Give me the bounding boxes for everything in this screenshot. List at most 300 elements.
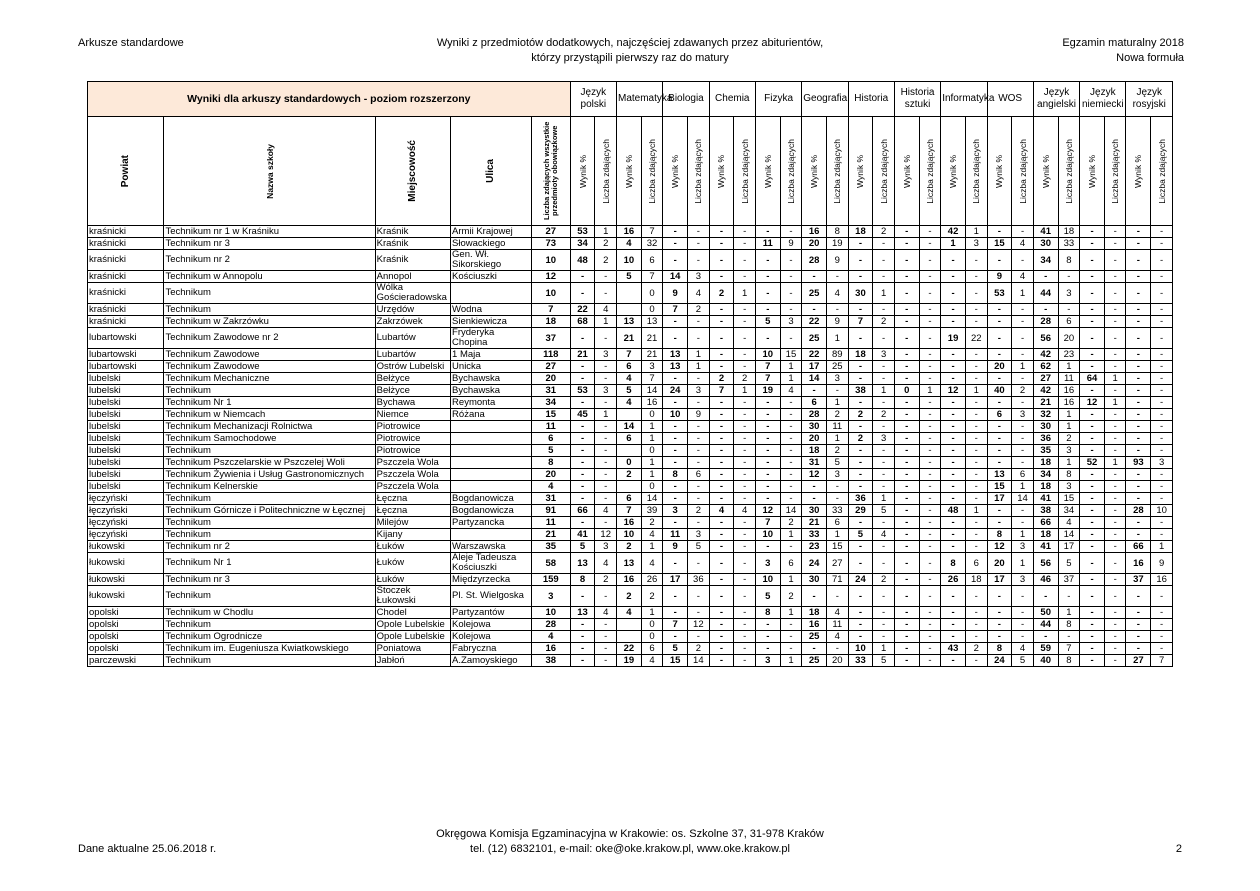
- table-row: [88, 226, 1173, 238]
- cell-wynik: 7: [848, 316, 873, 328]
- cell-wynik: 42: [1033, 349, 1058, 361]
- cell-powiat: lubelski: [88, 409, 164, 421]
- cell-szkola: Technikum w Annopolu: [164, 271, 375, 283]
- cell-wynik: 2: [616, 541, 641, 553]
- cell-zdajacych: -: [965, 361, 987, 373]
- column-header-ulica: [451, 117, 532, 226]
- cell-wynik: 8: [755, 607, 780, 619]
- cell-wynik: 3: [755, 655, 780, 667]
- cell-wynik: 13: [663, 349, 688, 361]
- cell-wynik: [616, 481, 641, 493]
- cell-zdajacych: -: [688, 421, 710, 433]
- cell-wynik: 34: [1033, 469, 1058, 481]
- cell-zdajacych: 1: [1058, 409, 1080, 421]
- cell-szkola: Technikum Nr 1: [164, 397, 375, 409]
- wynik-header: [1080, 117, 1105, 226]
- cell-wynik: -: [941, 250, 966, 271]
- cell-wynik: -: [755, 643, 780, 655]
- zdajacych-header: [965, 117, 987, 226]
- cell-wynik: -: [663, 481, 688, 493]
- cell-wynik: -: [1080, 421, 1105, 433]
- table-row: [88, 445, 1173, 457]
- cell-liczba: 11: [531, 517, 570, 529]
- cell-wynik: -: [894, 481, 919, 493]
- cell-zdajacych: 11: [827, 421, 849, 433]
- cell-zdajacych: -: [873, 553, 895, 574]
- cell-zdajacych: -: [965, 469, 987, 481]
- cell-zdajacych: -: [1012, 349, 1034, 361]
- cell-wynik: -: [941, 469, 966, 481]
- cell-wynik: -: [1080, 529, 1105, 541]
- cell-wynik: -: [848, 250, 873, 271]
- cell-wynik: -: [1080, 433, 1105, 445]
- cell-wynik: -: [663, 433, 688, 445]
- wynik-header-label: Wynik %: [855, 154, 866, 188]
- cell-szkola: Technikum: [164, 493, 375, 505]
- cell-zdajacych: 3: [688, 385, 710, 397]
- cell-zdajacych: 3: [688, 529, 710, 541]
- cell-wynik: -: [570, 283, 595, 304]
- cell-szkola: Technikum nr 1 w Kraśniku: [164, 226, 375, 238]
- cell-zdajacych: 2: [688, 505, 710, 517]
- cell-wynik: 24: [848, 574, 873, 586]
- cell-zdajacych: 7: [1151, 655, 1173, 667]
- zdajacych-header-label: Liczba zdających: [647, 138, 658, 204]
- table-row: [88, 631, 1173, 643]
- wynik-header: [987, 117, 1012, 226]
- cell-wynik: -: [1033, 304, 1058, 316]
- cell-zdajacych: 20: [1058, 328, 1080, 349]
- cell-wynik: 21: [616, 328, 641, 349]
- cell-zdajacych: 8: [1058, 469, 1080, 481]
- cell-wynik: -: [570, 328, 595, 349]
- cell-wynik: 11: [663, 529, 688, 541]
- cell-wynik: -: [1126, 493, 1151, 505]
- cell-powiat: łęczyński: [88, 517, 164, 529]
- cell-wynik: -: [1033, 631, 1058, 643]
- cell-zdajacych: 3: [1058, 283, 1080, 304]
- cell-wynik: 12: [755, 505, 780, 517]
- miejscowosc-header-label: Miejscowość: [407, 140, 419, 202]
- cell-zdajacych: -: [734, 493, 756, 505]
- zdajacych-header: [1104, 117, 1126, 226]
- cell-wynik: -: [894, 631, 919, 643]
- cell-zdajacych: 14: [641, 493, 663, 505]
- subject-header: Język polski: [570, 82, 616, 117]
- cell-zdajacych: -: [688, 517, 710, 529]
- cell-zdajacych: 14: [688, 655, 710, 667]
- cell-wynik: -: [570, 643, 595, 655]
- cell-wynik: -: [848, 541, 873, 553]
- cell-wynik: 30: [848, 283, 873, 304]
- cell-zdajacych: -: [1104, 328, 1126, 349]
- cell-wynik: 7: [755, 373, 780, 385]
- cell-zdajacych: 2: [641, 517, 663, 529]
- cell-zdajacych: 0: [641, 304, 663, 316]
- cell-zdajacych: -: [965, 304, 987, 316]
- zdajacych-header-label: Liczba zdających: [924, 138, 935, 204]
- subject-header: Język rosyjski: [1126, 82, 1173, 117]
- wynik-header-label: Wynik %: [623, 154, 634, 188]
- cell-zdajacych: -: [595, 445, 617, 457]
- cell-wynik: 10: [848, 643, 873, 655]
- cell-zdajacych: 1: [641, 457, 663, 469]
- cell-wynik: -: [570, 619, 595, 631]
- header-right: [1062, 36, 1184, 66]
- cell-zdajacych: -: [1058, 304, 1080, 316]
- cell-wynik: -: [1033, 271, 1058, 283]
- subject-header: Biologia: [663, 82, 709, 117]
- cell-zdajacych: -: [965, 445, 987, 457]
- cell-szkola: Technikum w Chodlu: [164, 607, 375, 619]
- cell-zdajacych: 7: [641, 271, 663, 283]
- cell-zdajacych: 6: [641, 250, 663, 271]
- cell-wynik: -: [894, 271, 919, 283]
- zdajacych-header-label: Liczba zdających: [832, 138, 843, 204]
- cell-ulica: [451, 433, 532, 445]
- cell-zdajacych: -: [1104, 409, 1126, 421]
- subject-header: Historia sztuki: [894, 82, 940, 117]
- cell-zdajacych: -: [965, 493, 987, 505]
- cell-wynik: -: [894, 316, 919, 328]
- cell-zdajacych: 3: [827, 373, 849, 385]
- cell-szkola: Technikum Ogrodnicze: [164, 631, 375, 643]
- cell-zdajacych: 1: [1058, 421, 1080, 433]
- zdajacych-header: [873, 117, 895, 226]
- cell-zdajacych: 20: [827, 655, 849, 667]
- wynik-header: [894, 117, 919, 226]
- wynik-header: [570, 117, 595, 226]
- cell-miejscowosc: Kraśnik: [375, 226, 450, 238]
- table-row: [88, 493, 1173, 505]
- cell-wynik: 5: [616, 385, 641, 397]
- cell-zdajacych: -: [919, 643, 941, 655]
- cell-wynik: -: [1080, 361, 1105, 373]
- cell-wynik: -: [755, 469, 780, 481]
- cell-zdajacych: -: [873, 238, 895, 250]
- cell-wynik: 21: [1033, 397, 1058, 409]
- cell-zdajacych: 1: [827, 397, 849, 409]
- table-row: [88, 541, 1173, 553]
- cell-liczba: 6: [531, 433, 570, 445]
- cell-wynik: -: [1126, 529, 1151, 541]
- cell-wynik: 6: [616, 493, 641, 505]
- cell-wynik: 17: [802, 361, 827, 373]
- cell-wynik: -: [1080, 574, 1105, 586]
- column-header-powiat: [88, 117, 164, 226]
- cell-zdajacych: 1: [1012, 361, 1034, 373]
- cell-zdajacych: 5: [873, 655, 895, 667]
- wynik-header-label: Wynik %: [670, 154, 681, 188]
- wynik-header-label: Wynik %: [901, 154, 912, 188]
- zdajacych-header-label: Liczba zdających: [693, 138, 704, 204]
- cell-szkola: Technikum Zawodowe: [164, 361, 375, 373]
- zdajacych-header: [688, 117, 710, 226]
- page-number: 2: [1175, 843, 1182, 855]
- cell-zdajacych: -: [1104, 445, 1126, 457]
- cell-wynik: 38: [1033, 505, 1058, 517]
- cell-wynik: -: [894, 283, 919, 304]
- cell-wynik: 43: [941, 643, 966, 655]
- cell-zdajacych: -: [873, 328, 895, 349]
- cell-wynik: -: [709, 304, 734, 316]
- subject-header: Język niemiecki: [1080, 82, 1126, 117]
- cell-zdajacych: -: [734, 361, 756, 373]
- cell-wynik: -: [894, 655, 919, 667]
- cell-wynik: 28: [802, 409, 827, 421]
- cell-zdajacych: 1: [641, 541, 663, 553]
- cell-liczba: 12: [531, 271, 570, 283]
- cell-wynik: -: [570, 271, 595, 283]
- cell-wynik: -: [663, 445, 688, 457]
- cell-zdajacych: 9: [1151, 553, 1173, 574]
- cell-wynik: -: [663, 517, 688, 529]
- cell-wynik: -: [755, 271, 780, 283]
- cell-wynik: -: [570, 421, 595, 433]
- cell-zdajacych: 1: [734, 283, 756, 304]
- zdajacych-header: [919, 117, 941, 226]
- cell-zdajacych: 26: [641, 574, 663, 586]
- cell-zdajacych: -: [780, 481, 802, 493]
- cell-wynik: -: [709, 457, 734, 469]
- cell-zdajacych: -: [873, 250, 895, 271]
- cell-zdajacych: -: [919, 433, 941, 445]
- cell-wynik: 20: [987, 553, 1012, 574]
- cell-zdajacych: -: [595, 586, 617, 607]
- cell-wynik: -: [894, 328, 919, 349]
- cell-zdajacych: -: [1104, 586, 1126, 607]
- cell-zdajacych: 3: [595, 541, 617, 553]
- cell-zdajacych: -: [1104, 643, 1126, 655]
- cell-wynik: -: [1080, 619, 1105, 631]
- cell-wynik: -: [570, 517, 595, 529]
- cell-liczba: 37: [531, 328, 570, 349]
- cell-zdajacych: 4: [734, 505, 756, 517]
- cell-zdajacych: -: [1151, 445, 1173, 457]
- cell-wynik: -: [755, 481, 780, 493]
- cell-zdajacych: 1: [734, 385, 756, 397]
- cell-zdajacych: -: [965, 373, 987, 385]
- cell-zdajacych: -: [1151, 619, 1173, 631]
- cell-zdajacych: -: [780, 226, 802, 238]
- ulica-header-label: Ulica: [485, 159, 497, 183]
- wynik-header: [616, 117, 641, 226]
- cell-zdajacych: 1: [965, 505, 987, 517]
- cell-wynik: -: [848, 469, 873, 481]
- cell-zdajacych: 4: [827, 631, 849, 643]
- cell-zdajacych: -: [919, 517, 941, 529]
- cell-zdajacych: -: [1151, 493, 1173, 505]
- cell-wynik: 8: [987, 529, 1012, 541]
- cell-wynik: -: [848, 271, 873, 283]
- cell-powiat: lubelski: [88, 433, 164, 445]
- table-row: [88, 373, 1173, 385]
- cell-wynik: -: [709, 445, 734, 457]
- cell-zdajacych: 3: [1012, 574, 1034, 586]
- cell-zdajacych: 1: [873, 283, 895, 304]
- cell-zdajacych: -: [965, 271, 987, 283]
- cell-wynik: -: [941, 304, 966, 316]
- cell-zdajacych: -: [919, 619, 941, 631]
- cell-wynik: 9: [663, 283, 688, 304]
- cell-wynik: 2: [616, 469, 641, 481]
- cell-wynik: 25: [802, 283, 827, 304]
- cell-wynik: 7: [616, 505, 641, 517]
- cell-liczba: 58: [531, 553, 570, 574]
- cell-zdajacych: -: [780, 304, 802, 316]
- cell-wynik: -: [987, 328, 1012, 349]
- cell-zdajacych: -: [827, 304, 849, 316]
- table-row: [88, 607, 1173, 619]
- wynik-header: [663, 117, 688, 226]
- cell-zdajacych: 0: [641, 619, 663, 631]
- cell-zdajacych: -: [1151, 433, 1173, 445]
- cell-wynik: -: [709, 226, 734, 238]
- cell-zdajacych: -: [965, 631, 987, 643]
- cell-wynik: -: [987, 226, 1012, 238]
- cell-ulica: Warszawska: [451, 541, 532, 553]
- cell-zdajacych: -: [1104, 250, 1126, 271]
- cell-wynik: 16: [1126, 553, 1151, 574]
- cell-zdajacych: 9: [780, 238, 802, 250]
- cell-wynik: 33: [802, 529, 827, 541]
- cell-wynik: 53: [987, 283, 1012, 304]
- cell-wynik: -: [1126, 481, 1151, 493]
- cell-wynik: -: [848, 481, 873, 493]
- cell-wynik: 14: [616, 421, 641, 433]
- cell-wynik: 93: [1126, 457, 1151, 469]
- cell-zdajacych: -: [1104, 385, 1126, 397]
- cell-zdajacych: -: [919, 586, 941, 607]
- table-row: [88, 328, 1173, 349]
- cell-zdajacych: -: [595, 271, 617, 283]
- cell-wynik: 24: [987, 655, 1012, 667]
- cell-wynik: 66: [570, 505, 595, 517]
- cell-powiat: łukowski: [88, 586, 164, 607]
- cell-wynik: 18: [848, 226, 873, 238]
- wynik-header-label: Wynik %: [1133, 154, 1144, 188]
- cell-wynik: -: [1080, 250, 1105, 271]
- cell-liczba: 20: [531, 373, 570, 385]
- cell-zdajacych: -: [1104, 655, 1126, 667]
- wynik-header-label: Wynik %: [762, 154, 773, 188]
- cell-zdajacych: 15: [1058, 493, 1080, 505]
- table-row: [88, 250, 1173, 271]
- cell-ulica: Kolejowa: [451, 631, 532, 643]
- powiat-header-label: Powiat: [120, 154, 132, 188]
- cell-wynik: -: [755, 397, 780, 409]
- cell-wynik: 30: [802, 574, 827, 586]
- cell-zdajacych: -: [1104, 283, 1126, 304]
- cell-szkola: Technikum Mechanizacji Rolnictwa: [164, 421, 375, 433]
- cell-zdajacych: 18: [1058, 226, 1080, 238]
- cell-zdajacych: -: [965, 607, 987, 619]
- cell-zdajacych: 1: [873, 385, 895, 397]
- cell-zdajacych: 10: [1151, 505, 1173, 517]
- subject-header: WOS: [987, 82, 1033, 117]
- cell-wynik: [616, 631, 641, 643]
- column-header-row: [88, 117, 1173, 226]
- zdajacych-header-label: Liczba zdających: [1156, 138, 1167, 204]
- cell-wynik: 20: [987, 361, 1012, 373]
- cell-zdajacych: -: [919, 445, 941, 457]
- cell-zdajacych: 39: [641, 505, 663, 517]
- cell-zdajacych: -: [688, 250, 710, 271]
- cell-szkola: Technikum Samochodowe: [164, 433, 375, 445]
- cell-powiat: łukowski: [88, 541, 164, 553]
- cell-wynik: 27: [1033, 373, 1058, 385]
- cell-wynik: 40: [987, 385, 1012, 397]
- cell-zdajacych: 3: [595, 385, 617, 397]
- table-row: [88, 469, 1173, 481]
- cell-zdajacych: 14: [641, 385, 663, 397]
- cell-wynik: 42: [941, 226, 966, 238]
- cell-zdajacych: -: [873, 373, 895, 385]
- cell-zdajacych: 2: [827, 445, 849, 457]
- cell-zdajacych: -: [1104, 574, 1126, 586]
- cell-wynik: -: [848, 421, 873, 433]
- cell-wynik: -: [802, 271, 827, 283]
- cell-zdajacych: 12: [688, 619, 710, 631]
- cell-wynik: -: [570, 481, 595, 493]
- subject-header: Język angielski: [1033, 82, 1079, 117]
- cell-wynik: 19: [941, 328, 966, 349]
- cell-liczba: 28: [531, 619, 570, 631]
- cell-wynik: 7: [663, 304, 688, 316]
- cell-zdajacych: 14: [780, 505, 802, 517]
- cell-wynik: 18: [848, 349, 873, 361]
- cell-wynik: -: [1080, 283, 1105, 304]
- cell-zdajacych: -: [1012, 304, 1034, 316]
- cell-zdajacych: 4: [827, 283, 849, 304]
- cell-zdajacych: 1: [1012, 553, 1034, 574]
- cell-wynik: -: [941, 433, 966, 445]
- cell-zdajacych: -: [1104, 349, 1126, 361]
- cell-wynik: 10: [755, 529, 780, 541]
- cell-wynik: 2: [848, 409, 873, 421]
- cell-wynik: 16: [616, 517, 641, 529]
- cell-zdajacych: -: [734, 349, 756, 361]
- zdajacych-header: [734, 117, 756, 226]
- cell-wynik: -: [894, 607, 919, 619]
- cell-liczba: 91: [531, 505, 570, 517]
- cell-wynik: 56: [1033, 553, 1058, 574]
- cell-wynik: -: [709, 541, 734, 553]
- cell-zdajacych: -: [1151, 481, 1173, 493]
- cell-zdajacych: -: [734, 397, 756, 409]
- cell-wynik: -: [802, 481, 827, 493]
- cell-zdajacych: -: [1012, 421, 1034, 433]
- cell-wynik: 28: [1033, 316, 1058, 328]
- cell-powiat: kraśnicki: [88, 250, 164, 271]
- cell-szkola: Technikum: [164, 529, 375, 541]
- cell-wynik: 45: [570, 409, 595, 421]
- cell-wynik: 3: [755, 553, 780, 574]
- cell-zdajacych: -: [827, 643, 849, 655]
- cell-zdajacych: -: [734, 316, 756, 328]
- cell-zdajacych: -: [919, 250, 941, 271]
- cell-liczba: 16: [531, 643, 570, 655]
- cell-powiat: lubartowski: [88, 328, 164, 349]
- column-header-miejscowosc: [375, 117, 450, 226]
- cell-zdajacych: -: [1151, 529, 1173, 541]
- cell-wynik: 66: [1033, 517, 1058, 529]
- cell-zdajacych: -: [1012, 226, 1034, 238]
- cell-ulica: [451, 457, 532, 469]
- cell-zdajacych: -: [734, 619, 756, 631]
- cell-wynik: 5: [616, 271, 641, 283]
- cell-wynik: 18: [1033, 529, 1058, 541]
